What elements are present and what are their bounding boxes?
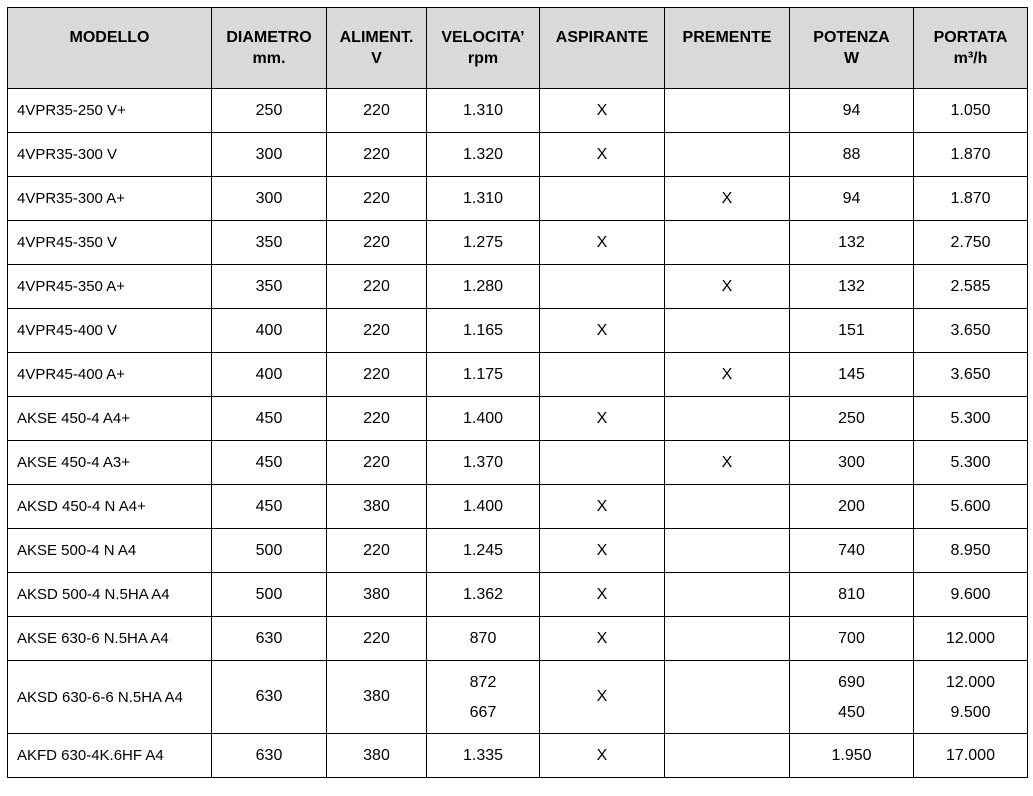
cell-diametro: 450 (212, 485, 327, 529)
cell-value: 872 (469, 673, 497, 691)
table-row (8, 441, 1028, 485)
table-row (8, 309, 1028, 353)
cell-potenza (790, 397, 914, 441)
header-unit: m³/h (953, 50, 988, 67)
table-row (8, 734, 1028, 778)
cell-potenza (790, 353, 914, 397)
table-row (8, 617, 1028, 661)
cell-premente (665, 661, 790, 734)
cell-velocita (427, 353, 540, 397)
cell-aliment: 220 (327, 133, 427, 177)
cell-value: 9.500 (950, 703, 991, 721)
cell-velocita (427, 441, 540, 485)
cell-velocita (427, 529, 540, 573)
cell-potenza (790, 89, 914, 133)
table-row (8, 529, 1028, 573)
header-label: DIAMETRO (226, 29, 312, 46)
cell-premente (665, 485, 790, 529)
cell-aspirante (540, 177, 665, 221)
cell-aspirante: X (540, 734, 665, 778)
cell-potenza (790, 441, 914, 485)
cell-value: 690 (838, 673, 865, 691)
cell-aliment: 380 (327, 573, 427, 617)
cell-model: AKSD 450-4 N A4+ (8, 485, 212, 529)
cell-portata (914, 221, 1028, 265)
cell-value: 9.600 (950, 586, 991, 603)
cell-potenza (790, 573, 914, 617)
cell-model: 4VPR45-400 A+ (8, 353, 212, 397)
cell-value: 132 (838, 278, 865, 295)
header-unit: W (843, 50, 860, 67)
cell-portata (914, 353, 1028, 397)
cell-potenza (790, 177, 914, 221)
cell-model: 4VPR35-250 V+ (8, 89, 212, 133)
cell-diametro: 630 (212, 734, 327, 778)
cell-aspirante (540, 265, 665, 309)
cell-premente (665, 89, 790, 133)
cell-value: 5.600 (950, 498, 991, 515)
cell-model: AKFD 630-4K.6HF A4 (8, 734, 212, 778)
cell-model: 4VPR45-400 V (8, 309, 212, 353)
cell-value: 12.000 (946, 673, 995, 691)
cell-value: 1.275 (462, 234, 504, 251)
cell-aspirante: X (540, 617, 665, 661)
cell-premente (665, 309, 790, 353)
table-row (8, 485, 1028, 529)
cell-diametro: 400 (212, 353, 327, 397)
cell-value: 5.300 (950, 410, 991, 427)
cell-portata (914, 734, 1028, 778)
cell-aspirante: X (540, 485, 665, 529)
cell-value: 12.000 (946, 630, 995, 647)
cell-premente (665, 221, 790, 265)
cell-value: 3.650 (950, 366, 991, 383)
header-velocita (427, 8, 540, 89)
cell-diametro: 300 (212, 177, 327, 221)
cell-portata (914, 89, 1028, 133)
header-label: ALIMENT. (339, 29, 414, 46)
cell-aliment: 380 (327, 661, 427, 734)
cell-value: 700 (838, 630, 865, 647)
cell-value: 1.370 (462, 454, 504, 471)
header-row (8, 8, 1028, 89)
cell-potenza (790, 661, 914, 734)
cell-aliment: 220 (327, 397, 427, 441)
cell-premente (665, 529, 790, 573)
cell-aliment: 380 (327, 485, 427, 529)
cell-value: 2.750 (950, 234, 991, 251)
header-label: ASPIRANTE (555, 29, 649, 46)
cell-velocita (427, 661, 540, 734)
cell-premente (665, 617, 790, 661)
cell-aspirante: X (540, 661, 665, 734)
cell-value: 300 (838, 454, 865, 471)
table-body (8, 89, 1028, 778)
cell-aliment: 220 (327, 529, 427, 573)
cell-model: 4VPR35-300 A+ (8, 177, 212, 221)
cell-portata (914, 133, 1028, 177)
cell-aliment: 220 (327, 177, 427, 221)
cell-diametro: 630 (212, 617, 327, 661)
header-unit: V (371, 50, 382, 67)
cell-aspirante (540, 441, 665, 485)
cell-value: 1.310 (462, 102, 504, 119)
cell-diametro: 450 (212, 397, 327, 441)
cell-value: 740 (838, 542, 865, 559)
cell-value: 450 (838, 703, 865, 721)
cell-portata (914, 485, 1028, 529)
cell-diametro: 300 (212, 133, 327, 177)
cell-diametro: 500 (212, 529, 327, 573)
cell-aspirante: X (540, 221, 665, 265)
cell-model: 4VPR45-350 V (8, 221, 212, 265)
cell-value: 1.870 (950, 190, 991, 207)
cell-velocita (427, 734, 540, 778)
cell-value: 1.245 (462, 542, 504, 559)
table-row (8, 265, 1028, 309)
cell-value: 1.870 (950, 146, 991, 163)
cell-value: 1.320 (462, 146, 504, 163)
cell-diametro: 400 (212, 309, 327, 353)
cell-value: 8.950 (950, 542, 991, 559)
cell-portata (914, 661, 1028, 734)
cell-model: AKSD 630-6-6 N.5HA A4 (8, 661, 212, 734)
cell-value: 667 (469, 703, 497, 721)
cell-value: 1.050 (950, 102, 991, 119)
cell-velocita (427, 573, 540, 617)
cell-value: 1.280 (462, 278, 504, 295)
cell-premente: X (665, 353, 790, 397)
cell-premente (665, 133, 790, 177)
cell-value: 132 (838, 234, 865, 251)
header-portata (914, 8, 1028, 89)
cell-value: 250 (838, 410, 865, 427)
table-row (8, 573, 1028, 617)
cell-value: 151 (838, 322, 865, 339)
cell-value: 94 (842, 102, 861, 119)
cell-diametro: 500 (212, 573, 327, 617)
table-row (8, 397, 1028, 441)
cell-potenza (790, 529, 914, 573)
cell-model: AKSD 500-4 N.5HA A4 (8, 573, 212, 617)
cell-model: AKSE 450-4 A3+ (8, 441, 212, 485)
cell-value: 1.400 (462, 410, 504, 427)
cell-diametro: 630 (212, 661, 327, 734)
cell-value: 5.300 (950, 454, 991, 471)
header-aliment (327, 8, 427, 89)
cell-value: 810 (838, 586, 865, 603)
cell-premente: X (665, 441, 790, 485)
cell-aspirante: X (540, 573, 665, 617)
cell-aliment: 380 (327, 734, 427, 778)
cell-portata (914, 573, 1028, 617)
header-premente (665, 8, 790, 89)
cell-value: 1.400 (462, 498, 504, 515)
cell-velocita (427, 89, 540, 133)
table-row (8, 133, 1028, 177)
cell-model: AKSE 500-4 N A4 (8, 529, 212, 573)
header-modello (8, 8, 212, 89)
header-unit: rpm (467, 50, 499, 67)
cell-premente (665, 734, 790, 778)
cell-aspirante: X (540, 397, 665, 441)
cell-potenza (790, 617, 914, 661)
cell-model: AKSE 450-4 A4+ (8, 397, 212, 441)
cell-potenza (790, 734, 914, 778)
cell-aliment: 220 (327, 441, 427, 485)
cell-value: 17.000 (946, 747, 995, 764)
cell-value: 870 (469, 630, 497, 647)
header-aspirante (540, 8, 665, 89)
cell-aliment: 220 (327, 221, 427, 265)
cell-aliment: 220 (327, 309, 427, 353)
cell-portata (914, 265, 1028, 309)
header-label: VELOCITA’ (441, 29, 525, 46)
cell-potenza (790, 133, 914, 177)
cell-premente: X (665, 265, 790, 309)
header-diametro (212, 8, 327, 89)
cell-velocita (427, 397, 540, 441)
table-row (8, 221, 1028, 265)
cell-premente (665, 397, 790, 441)
cell-aspirante: X (540, 529, 665, 573)
fan-spec-table (7, 7, 1028, 778)
cell-potenza (790, 221, 914, 265)
cell-model: 4VPR45-350 A+ (8, 265, 212, 309)
cell-value: 2.585 (950, 278, 991, 295)
header-potenza (790, 8, 914, 89)
cell-model: AKSE 630-6 N.5HA A4 (8, 617, 212, 661)
cell-value: 1.165 (462, 322, 504, 339)
cell-aliment: 220 (327, 353, 427, 397)
cell-potenza (790, 309, 914, 353)
cell-velocita (427, 485, 540, 529)
table-row (8, 353, 1028, 397)
cell-aspirante: X (540, 89, 665, 133)
cell-value: 1.950 (831, 747, 872, 764)
cell-potenza (790, 265, 914, 309)
cell-value: 94 (842, 190, 861, 207)
header-label: POTENZA (813, 29, 890, 46)
cell-premente: X (665, 177, 790, 221)
cell-model: 4VPR35-300 V (8, 133, 212, 177)
cell-aspirante (540, 353, 665, 397)
cell-aliment: 220 (327, 89, 427, 133)
cell-value: 1.335 (462, 747, 504, 764)
cell-velocita (427, 177, 540, 221)
cell-premente (665, 573, 790, 617)
cell-value: 200 (838, 498, 865, 515)
cell-velocita (427, 265, 540, 309)
cell-diametro: 350 (212, 265, 327, 309)
cell-aspirante: X (540, 309, 665, 353)
header-label: PREMENTE (682, 29, 772, 46)
cell-value: 145 (838, 366, 865, 383)
cell-portata (914, 617, 1028, 661)
header-label: MODELLO (69, 29, 150, 46)
cell-portata (914, 309, 1028, 353)
header-unit: mm. (252, 50, 286, 67)
cell-diametro: 250 (212, 89, 327, 133)
cell-diametro: 350 (212, 221, 327, 265)
cell-portata (914, 529, 1028, 573)
cell-value: 88 (842, 146, 861, 163)
cell-value: 1.362 (462, 586, 504, 603)
cell-velocita (427, 133, 540, 177)
cell-velocita (427, 617, 540, 661)
cell-value: 3.650 (950, 322, 991, 339)
table-row (8, 89, 1028, 133)
cell-portata (914, 441, 1028, 485)
cell-portata (914, 397, 1028, 441)
cell-potenza (790, 485, 914, 529)
cell-value: 1.310 (462, 190, 504, 207)
cell-velocita (427, 221, 540, 265)
table-row (8, 177, 1028, 221)
cell-diametro: 450 (212, 441, 327, 485)
cell-value: 1.175 (462, 366, 504, 383)
header-label: PORTATA (933, 29, 1008, 46)
cell-aliment: 220 (327, 265, 427, 309)
cell-aspirante: X (540, 133, 665, 177)
table-row (8, 661, 1028, 734)
cell-portata (914, 177, 1028, 221)
cell-velocita (427, 309, 540, 353)
cell-aliment: 220 (327, 617, 427, 661)
